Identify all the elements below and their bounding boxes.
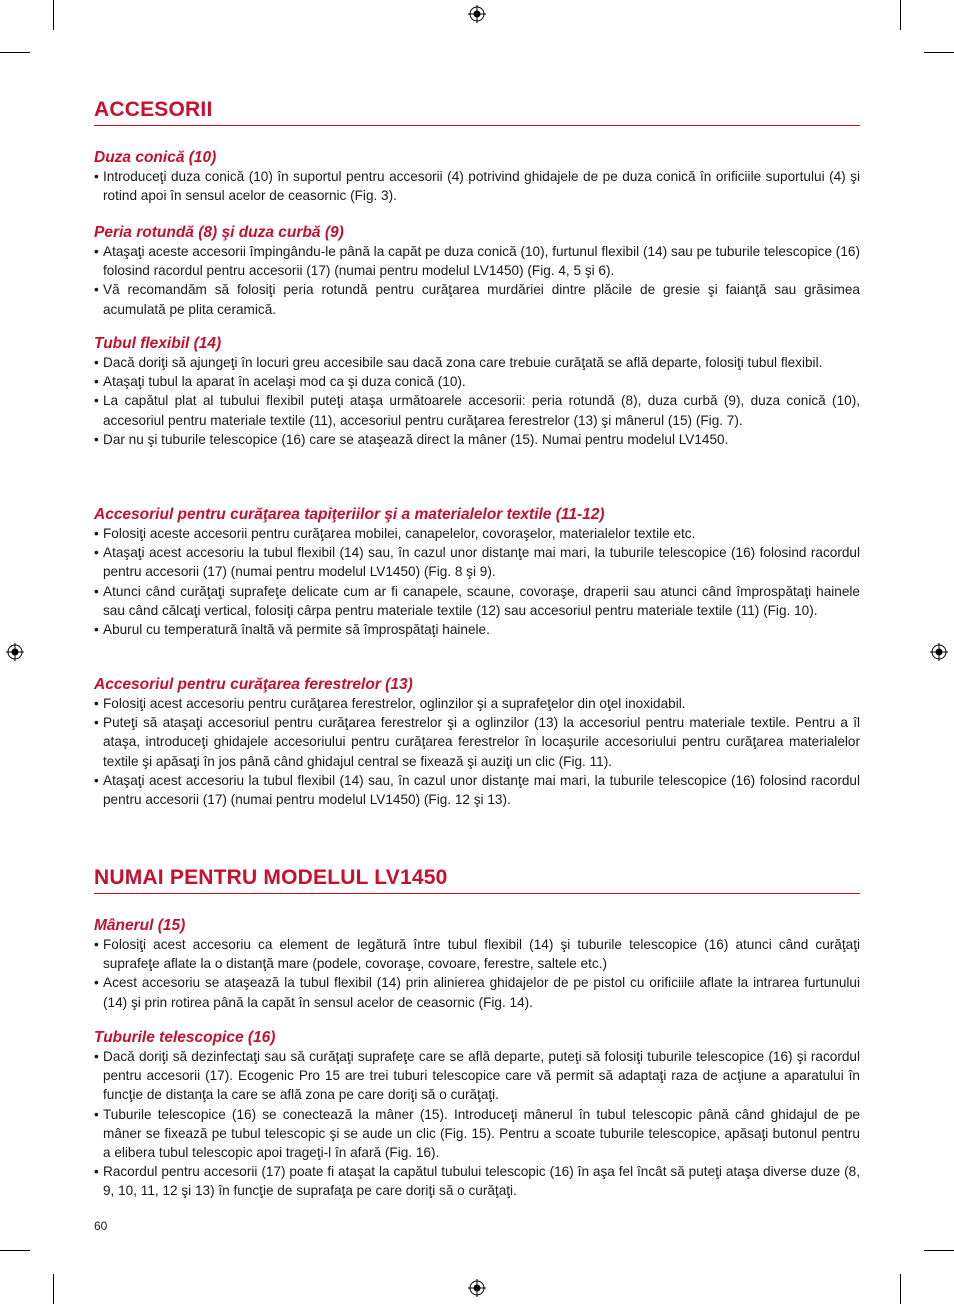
list-item: • Ataşaţi tubul la aparat în acelaşi mod ca şi duza conică (10).: [94, 372, 860, 391]
list-item: • Racordul pentru accesorii (17) poate fi ataşat la capătul tubului telescopic (16) în aşa fel încât să puteţi ataşa diverse duze (8, 9, 10, 11, 12 şi 13) în funcţie de suprafaţa pe care doriţi să o curăţaţi.: [94, 1162, 860, 1200]
list-item: • Vă recomandăm să folosiţi peria rotundă pentru curăţarea murdăriei dintre plăcile de gresie şi faianţă sau grăsimea acumulată pe plita ceramică.: [94, 280, 860, 318]
list-item: • Introduceţi duza conică (10) în suportul pentru accesorii (4) potrivind ghidajele de pe duza conică în orificiile suportului (4) şi rotind apoi în sensul acelor de ceasornic (Fig. 3).: [94, 167, 860, 205]
subsection-title: Accesoriul pentru curăţarea ferestrelor (13): [94, 676, 413, 693]
list-item: • Dacă doriţi să dezinfectaţi sau să curăţaţi suprafeţe care se află departe, puteţi să folosiţi tuburile telescopice (16) şi racordul pentru accesorii (17). Ecogenic Pro 15 are trei tuburi telescopice care vă permit să adaptaţi raza de acţiune a aparatului în funcţie de distanţa la care se află zona pe care doriţi să o curăţaţi.: [94, 1047, 860, 1105]
list-item: • Acest accesoriu se ataşează la tubul flexibil (14) prin alinierea ghidajelor de pe pistol cu orificiile aflate la intrarea furtunului (14) şi prin rotirea până la capăt în sensul acelor de ceasornic (Fig. 14).: [94, 973, 860, 1011]
crop-mark: [900, 1274, 901, 1304]
subsection-title: Tubul flexibil (14): [94, 335, 222, 352]
crop-mark: [924, 1250, 954, 1251]
subsection-title: Tuburile telescopice (16): [94, 1029, 276, 1046]
list-item: • Folosiţi acest accesoriu ca element de legătură între tubul flexibil (14) şi tuburile telescopice (16) atunci când curăţaţi suprafeţe aflate la o distanţă mare (podele, covoraşe, covoare, ferestre, saltele etc.): [94, 935, 860, 973]
subsection-tapiterii: [94, 505, 860, 639]
subsection-duza-conica: [94, 148, 860, 205]
crop-mark: [924, 52, 954, 53]
section-heading-accesorii: ACCESORII: [94, 98, 860, 126]
subsection-title: Duza conică (10): [94, 149, 217, 166]
registration-mark-icon: [468, 5, 486, 23]
section-heading-lv1450: NUMAI PENTRU MODELUL LV1450: [94, 866, 860, 894]
subsection-peria-rotunda: [94, 223, 860, 319]
crop-mark: [0, 52, 30, 53]
subsection-tubul-flexibil: [94, 334, 860, 449]
list-item: • Ataşaţi acest accesoriu la tubul flexibil (14) sau, în cazul unor distanţe mai mari, la tuburile telescopice (16) folosind racordul pentru accesorii (17) (numai pentru modelul LV1450) (Fig. 12 şi 13).: [94, 771, 860, 809]
registration-mark-icon: [468, 1279, 486, 1297]
list-item: • La capătul plat al tubului flexibil puteţi ataşa următoarele accesorii: peria rotundă (8), duza curbă (9), duza conică (10), accesoriul pentru materiale textile (11), accesoriul pentru curăţarea ferestrelor (13) şi mânerul (15) (Fig. 7).: [94, 391, 860, 429]
subsection-title: Accesoriul pentru curăţarea tapiţeriilor şi a materialelor textile (11-12): [94, 506, 605, 523]
subsection-title: Mânerul (15): [94, 917, 186, 934]
list-item: • Folosiţi aceste accesorii pentru curăţarea mobilei, canapelelor, covoraşelor, materialelor textile etc.: [94, 524, 860, 543]
list-item: • Ataşaţi acest accesoriu la tubul flexibil (14) sau, în cazul unor distanţe mai mari, la tuburile telescopice (16) folosind racordul pentru accesorii (17) (numai pentru modelul LV1450) (Fig. 8 şi 9).: [94, 543, 860, 581]
crop-mark: [53, 1274, 54, 1304]
list-item: • Aburul cu temperatură înaltă vă permite să împrospătaţi hainele.: [94, 620, 860, 639]
list-item: • Dar nu şi tuburile telescopice (16) care se ataşează direct la mâner (15). Numai pentru modelul LV1450.: [94, 430, 860, 449]
crop-mark: [900, 0, 901, 30]
list-item: • Dacă doriţi să ajungeţi în locuri greu accesibile sau dacă zona care trebuie curăţată se află departe, folosiţi tubul flexibil.: [94, 353, 860, 372]
crop-mark: [53, 0, 54, 30]
registration-mark-icon: [6, 643, 24, 661]
list-item: • Puteţi să ataşaţi accesoriul pentru curăţarea ferestrelor şi a oglinzilor (13) la accesoriul pentru materiale textile. Pentru a îl ataşa, introduceţi ghidajele accesoriului pentru curăţarea ferestrelor în locaşurile accesoriului pentru curăţarea materialelor textile şi apăsaţi în jos până când ghidajul central se fixează şi auziţi un clic (Fig. 11).: [94, 713, 860, 771]
crop-mark: [0, 1250, 30, 1251]
list-item: • Tuburile telescopice (16) se conectează la mâner (15). Introduceţi mânerul în tubul telescopic până când ghidajul de pe mâner se fixează pe tubul telescopic şi se aude un clic (Fig. 15). Pentru a scoate tuburile telescopice, apăsaţi butonul pentru a elibera tubul telescopic apoi trageţi-l în afară (Fig. 16).: [94, 1105, 860, 1163]
subsection-ferestre: [94, 675, 860, 809]
list-item: • Ataşaţi aceste accesorii împingându-le până la capăt pe duza conică (10), furtunul flexibil (14) sau pe tuburile telescopice (16) folosind racordul pentru accesorii (17) (numai pentru modelul LV1450) (Fig. 4, 5 şi 6).: [94, 242, 860, 280]
list-item: • Folosiţi acest accesoriu pentru curăţarea ferestrelor, oglinzilor şi a suprafeţelor din oţel inoxidabil.: [94, 694, 860, 713]
registration-mark-icon: [930, 643, 948, 661]
subsection-tuburile-telescopice: [94, 1028, 860, 1201]
subsection-manerul: [94, 916, 860, 1012]
subsection-title: Peria rotundă (8) şi duza curbă (9): [94, 224, 344, 241]
page-number: 60: [94, 1219, 108, 1233]
list-item: • Atunci când curăţaţi suprafeţe delicate cum ar fi canapele, scaune, covoraşe, draperii sau atunci când împrospătaţi hainele sau când călcaţi vertical, folosiţi cârpa pentru materiale textile (12) sau accesoriul pentru materiale textile (11) (Fig. 10).: [94, 582, 860, 620]
